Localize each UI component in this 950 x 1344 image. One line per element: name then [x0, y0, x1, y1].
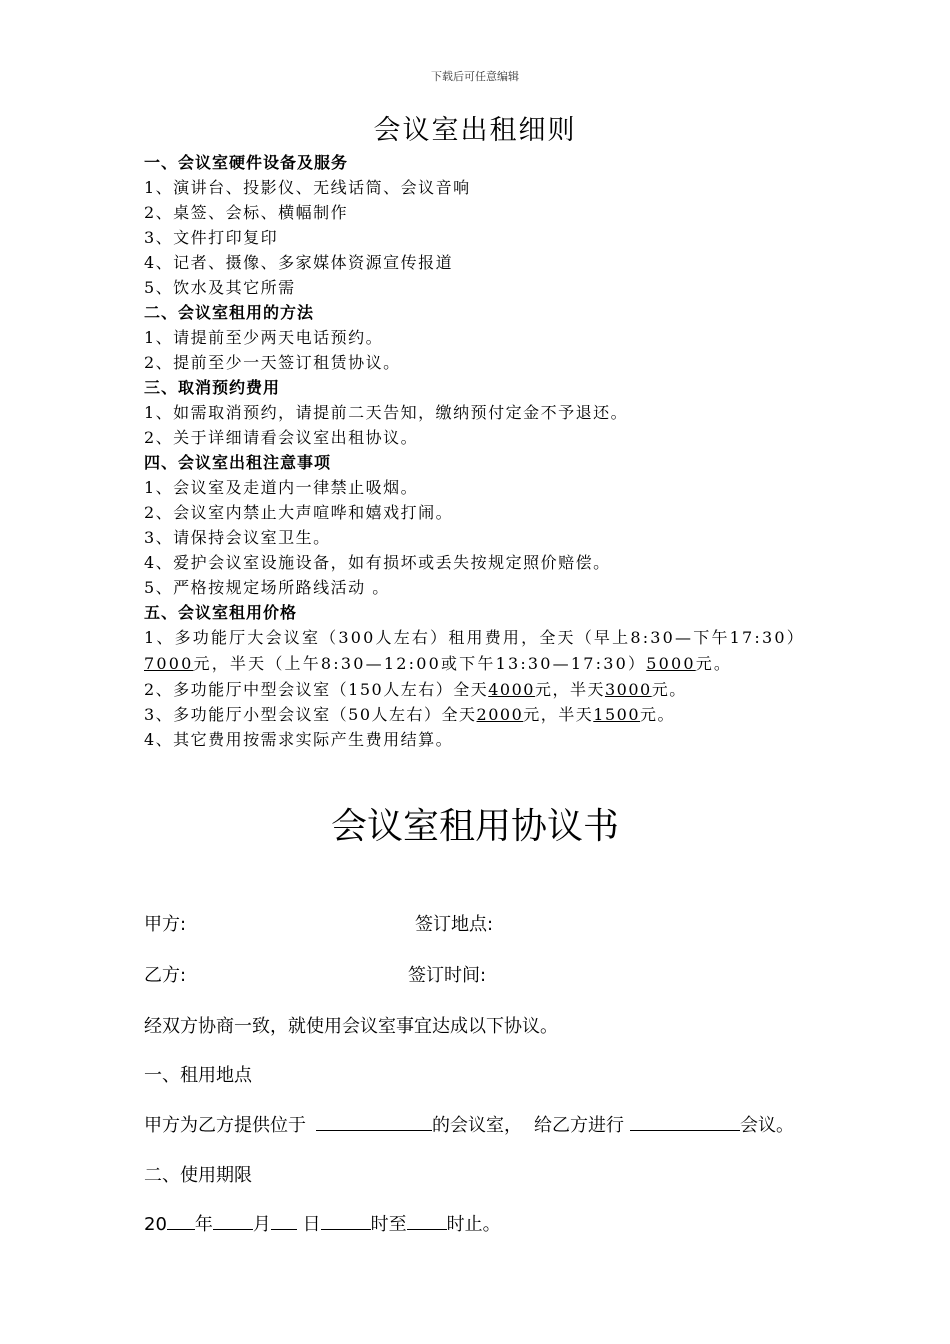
clause-text: 时至 — [370, 1214, 407, 1235]
price-item-large — [144, 625, 814, 677]
list-item: 4、记者、摄像、多家媒体资源宣传报道 — [144, 253, 454, 272]
section-heading: 一、租用地点 — [144, 1065, 252, 1086]
list-item: 2、会议室内禁止大声喧哗和嬉戏打闹。 — [144, 503, 454, 522]
day-blank[interactable] — [271, 1211, 297, 1230]
section-heading: 五、会议室租用价格 — [144, 603, 298, 622]
clause-text: 月 — [252, 1214, 271, 1235]
hour-start-blank[interactable] — [321, 1211, 371, 1230]
list-item: 3、文件打印复印 — [144, 228, 279, 247]
clause-text: 会议。 — [740, 1115, 794, 1136]
hour-end-blank[interactable] — [407, 1211, 447, 1230]
sign-time-label: 签订时间: — [408, 965, 487, 986]
clause-text: 年 — [194, 1214, 213, 1235]
year-blank[interactable] — [167, 1211, 195, 1230]
list-item: 5、严格按规定场所路线活动 。 — [144, 578, 390, 597]
price-text: 元。 — [695, 654, 733, 673]
clause-text: 的会议室， — [432, 1115, 522, 1136]
clause-text: 20 — [144, 1214, 167, 1235]
list-item: 4、爱护会议室设施设备，如有损坏或丢失按规定照价赔偿。 — [144, 553, 611, 572]
list-item: 1、演讲台、投影仪、无线话筒、会议音响 — [144, 178, 471, 197]
month-blank[interactable] — [213, 1211, 253, 1230]
price-half-day: 3000 — [604, 680, 652, 699]
list-item: 4、其它费用按需求实际产生费用结算。 — [144, 730, 454, 749]
price-half-day: 5000 — [646, 654, 696, 673]
price-full-day: 7000 — [144, 654, 194, 673]
sign-place-label: 签订地点: — [415, 914, 494, 935]
clause-text: 甲方为乙方提供位于 — [144, 1115, 306, 1136]
rules-title: 会议室出租细则 — [373, 115, 577, 146]
list-item: 1、如需取消预约，请提前二天告知，缴纳预付定金不予退还。 — [144, 403, 629, 422]
price-item-medium — [144, 677, 814, 702]
price-text: 元。 — [651, 680, 687, 699]
agreement-intro: 经双方协商一致，就使用会议室事宜达成以下协议。 — [144, 1016, 558, 1037]
date-clause — [144, 1210, 501, 1236]
party-b-label: 乙方: — [144, 965, 187, 986]
price-item-small — [144, 702, 814, 727]
list-item: 3、请保持会议室卫生。 — [144, 528, 331, 547]
list-item: 1、会议室及走道内一律禁止吸烟。 — [144, 478, 419, 497]
price-text: 1、多功能厅大会议室（300人左右）租用费用，全天（早上8:30—下午17:30） — [144, 628, 805, 647]
party-a-label: 甲方: — [144, 914, 187, 935]
location-clause — [144, 1111, 794, 1137]
list-item: 5、饮水及其它所需 — [144, 278, 296, 297]
rules-body — [144, 150, 814, 752]
price-text: 元。 — [640, 705, 676, 724]
list-item: 2、关于详细请看会议室出租协议。 — [144, 428, 419, 447]
price-text: 元，半天 — [534, 680, 605, 699]
clause-text: 时止。 — [446, 1214, 501, 1235]
section-heading: 二、会议室租用的方法 — [144, 303, 315, 322]
price-full-day: 2000 — [476, 705, 524, 724]
section-heading: 四、会议室出租注意事项 — [144, 453, 332, 472]
location-blank[interactable] — [316, 1112, 432, 1131]
clause-text: 日 — [302, 1214, 321, 1235]
price-text: 2、多功能厅中型会议室（150人左右）全天 — [144, 680, 489, 699]
page-header: 下载后可任意编辑 — [431, 70, 519, 83]
price-full-day: 4000 — [488, 680, 535, 699]
section-heading: 二、使用期限 — [144, 1165, 252, 1186]
clause-text: 给乙方进行 — [534, 1115, 624, 1136]
section-heading: 三、取消预约费用 — [144, 378, 281, 397]
list-item: 1、请提前至少两天电话预约。 — [144, 328, 384, 347]
list-item: 2、桌签、会标、横幅制作 — [144, 203, 349, 222]
price-text: 3、多功能厅小型会议室（50人左右）全天 — [144, 705, 477, 724]
agreement-title: 会议室租用协议书 — [330, 806, 619, 847]
meeting-type-blank[interactable] — [630, 1112, 740, 1131]
section-heading: 一、会议室硬件设备及服务 — [144, 153, 349, 172]
price-text: 元，半天（上午8:30—12:00或下午13:30—17:30） — [193, 654, 647, 673]
price-text: 元，半天 — [523, 705, 594, 724]
list-item: 2、提前至少一天签订租赁协议。 — [144, 353, 401, 372]
price-half-day: 1500 — [593, 705, 640, 724]
